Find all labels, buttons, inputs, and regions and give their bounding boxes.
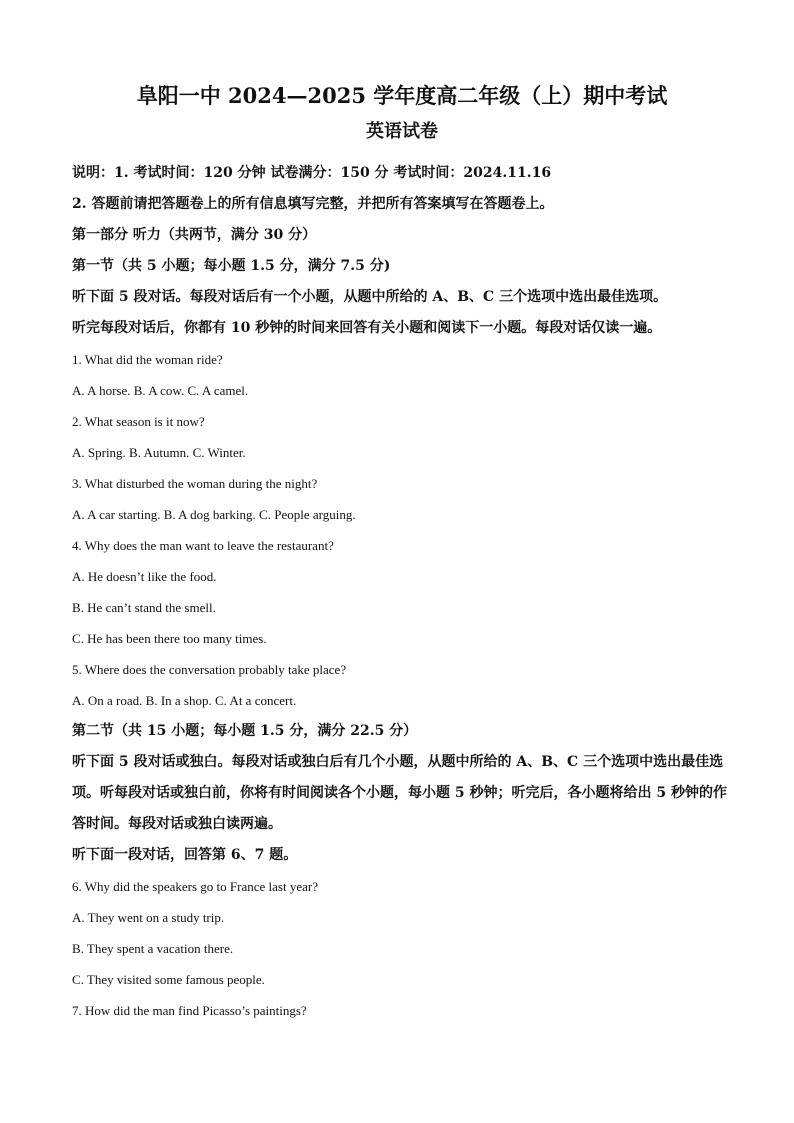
- section1-directions: 听完每段对话后，你都有 10 秒钟的时间来回答有关小题和阅读下一小题。每段对话仅读一遍。: [72, 320, 662, 336]
- section2-directions: 听下面 5 段对话或独白。每段对话或独白后有几个小题，从题中所给的 A、B、C 三个选项中选出最佳选项。听每段对话或独白前，你将有时间阅读各个小题，每小题 5 秒钟；听完后，各小题将给出 5 秒钟的作答时间。每段对话或独白读两遍。: [72, 754, 727, 832]
- question-line: A. He doesn’t like the food.: [72, 569, 217, 584]
- section1-questions: [72, 344, 732, 716]
- instruction-line: 2. 答题前请把答题卷上的所有信息填写完整，并把所有答案填写在答题卷上。: [72, 196, 554, 212]
- question-line: 4. Why does the man want to leave the restaurant?: [72, 538, 334, 553]
- part1-heading: 第一部分 听力（共两节，满分 30 分）: [72, 227, 317, 243]
- question-line: 7. How did the man find Picasso’s paintings?: [72, 1003, 307, 1018]
- question-line: B. He can’t stand the smell.: [72, 600, 216, 615]
- question-line: A. They went on a study trip.: [72, 910, 225, 925]
- question-line: A. On a road. B. In a shop. C. At a concert.: [72, 693, 297, 708]
- section1-directions: 听下面 5 段对话。每段对话后有一个小题，从题中所给的 A、B、C 三个选项中选出最佳选项。: [72, 289, 668, 305]
- question-line: A. A car starting. B. A dog barking. C. People arguing.: [72, 507, 356, 522]
- exam-subtitle: 英语试卷: [366, 121, 438, 142]
- section2-heading: 第二节（共 15 小题；每小题 1.5 分，满分 22.5 分）: [72, 723, 418, 739]
- question-line: 2. What season is it now?: [72, 414, 205, 429]
- question-line: 1. What did the woman ride?: [72, 352, 223, 367]
- exam-title: 阜阳一中 2024—2025 学年度高二年级（上）期中考试: [136, 83, 668, 108]
- question-line: A. A horse. B. A cow. C. A camel.: [72, 383, 249, 398]
- question-line: 5. Where does the conversation probably take place?: [72, 662, 347, 677]
- exam-page: [72, 78, 732, 1026]
- section1-heading: 第一节（共 5 小题；每小题 1.5 分，满分 7.5 分): [72, 258, 391, 274]
- question-line: 3. What disturbed the woman during the night?: [72, 476, 318, 491]
- section2-sub-heading: 听下面一段对话，回答第 6、7 题。: [72, 847, 298, 863]
- question-line: A. Spring. B. Autumn. C. Winter.: [72, 445, 246, 460]
- question-line: 6. Why did the speakers go to France last year?: [72, 879, 318, 894]
- instruction-line: 说明：1. 考试时间：120 分钟 试卷满分：150 分 考试时间：2024.11.16: [72, 165, 552, 181]
- question-line: B. They spent a vacation there.: [72, 941, 234, 956]
- question-line: C. He has been there too many times.: [72, 631, 267, 646]
- question-line: C. They visited some famous people.: [72, 972, 265, 987]
- section2-questions: [72, 871, 732, 1026]
